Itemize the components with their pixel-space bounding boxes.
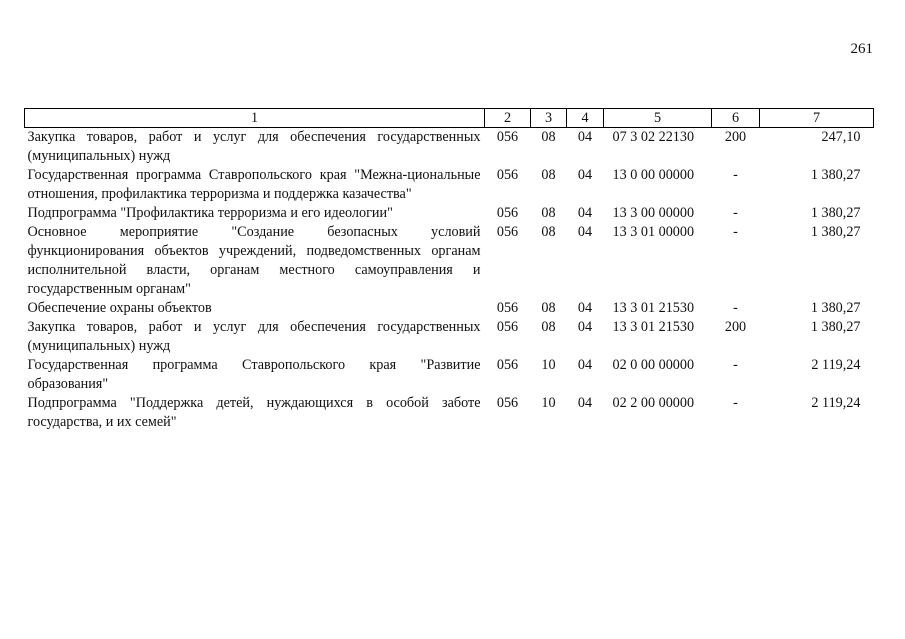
column-header-5: 5 <box>604 109 712 128</box>
row-amount: 1 380,27 <box>810 319 861 335</box>
row-code-3: 10 <box>541 395 556 411</box>
row-code-3: 08 <box>541 129 556 145</box>
row-code-6: - <box>733 167 738 183</box>
row-code-6: - <box>733 357 738 373</box>
row-code-5: 02 0 00 00000 <box>612 357 695 373</box>
row-code-5: 13 3 01 21530 <box>612 319 695 335</box>
table-row <box>25 204 874 223</box>
row-code-4: 04 <box>577 395 593 411</box>
row-code-5: 13 3 01 00000 <box>612 224 695 240</box>
row-code-5: 13 3 00 00000 <box>612 205 695 221</box>
row-code-5: 13 0 00 00000 <box>612 167 695 183</box>
row-code-3: 08 <box>541 224 556 240</box>
budget-table <box>24 108 874 432</box>
row-name: Обеспечение охраны объектов <box>27 300 212 316</box>
row-code-6: - <box>733 205 738 221</box>
column-header-3: 3 <box>531 109 567 128</box>
row-code-3: 08 <box>541 205 556 221</box>
row-code-2: 056 <box>496 205 519 221</box>
row-code-6: - <box>733 224 738 240</box>
column-header-4: 4 <box>567 109 604 128</box>
row-code-2: 056 <box>496 167 519 183</box>
table-row <box>25 356 874 394</box>
table-row <box>25 223 874 299</box>
table-header-row <box>25 109 874 128</box>
row-name: Подпрограмма "Профилактика терроризма и его идеологии" <box>27 205 393 221</box>
row-code-2: 056 <box>496 224 519 240</box>
row-code-4: 04 <box>577 357 593 373</box>
row-code-3: 08 <box>541 319 556 335</box>
row-code-4: 04 <box>577 205 593 221</box>
row-code-2: 056 <box>496 319 519 335</box>
row-code-6: - <box>733 395 738 411</box>
row-amount: 1 380,27 <box>810 224 861 240</box>
row-amount: 2 119,24 <box>811 395 861 411</box>
table-row <box>25 299 874 318</box>
column-header-1: 1 <box>25 109 485 128</box>
row-code-5: 13 3 01 21530 <box>612 300 695 316</box>
column-header-7: 7 <box>760 109 874 128</box>
row-name: Основное мероприятие "Создание безопасных условий функционирования объектов учреждений, подведомственных органам исполнительной власти, органам местного самоуправления и государственным органам" <box>27 224 481 297</box>
table-row <box>25 318 874 356</box>
row-code-3: 08 <box>541 167 556 183</box>
row-amount: 1 380,27 <box>810 205 861 221</box>
column-header-2: 2 <box>485 109 531 128</box>
row-name: Подпрограмма "Поддержка детей, нуждающихся в особой заботе государства, и их семей" <box>27 395 481 430</box>
row-amount: 247,10 <box>821 129 861 145</box>
row-code-2: 056 <box>496 129 519 145</box>
row-code-5: 02 2 00 00000 <box>612 395 695 411</box>
row-amount: 2 119,24 <box>811 357 861 373</box>
row-code-4: 04 <box>577 319 593 335</box>
row-code-2: 056 <box>496 357 519 373</box>
row-code-6: 200 <box>724 319 747 335</box>
row-code-3: 10 <box>541 357 556 373</box>
column-header-6: 6 <box>712 109 760 128</box>
row-code-4: 04 <box>577 224 593 240</box>
row-amount: 1 380,27 <box>810 300 861 316</box>
row-code-4: 04 <box>577 300 593 316</box>
row-code-6: 200 <box>724 129 747 145</box>
row-code-4: 04 <box>577 167 593 183</box>
row-code-4: 04 <box>577 129 593 145</box>
row-code-6: - <box>733 300 738 316</box>
table-row <box>25 394 874 432</box>
row-code-5: 07 3 02 22130 <box>612 129 695 145</box>
row-code-2: 056 <box>496 395 519 411</box>
row-amount: 1 380,27 <box>810 167 861 183</box>
row-code-2: 056 <box>496 300 519 316</box>
row-name: Закупка товаров, работ и услуг для обеспечения государственных (муниципальных) нужд <box>27 129 481 164</box>
row-name: Государственная программа Ставропольского края "Развитие образования" <box>27 357 481 392</box>
row-name: Государственная программа Ставропольского края "Межна-циональные отношения, профилактика терроризма и поддержка казачества" <box>27 167 481 202</box>
row-code-3: 08 <box>541 300 556 316</box>
table-row <box>25 128 874 167</box>
table-row <box>25 166 874 204</box>
page-number: 261 <box>850 41 873 57</box>
row-name: Закупка товаров, работ и услуг для обеспечения государственных (муниципальных) нужд <box>27 319 481 354</box>
